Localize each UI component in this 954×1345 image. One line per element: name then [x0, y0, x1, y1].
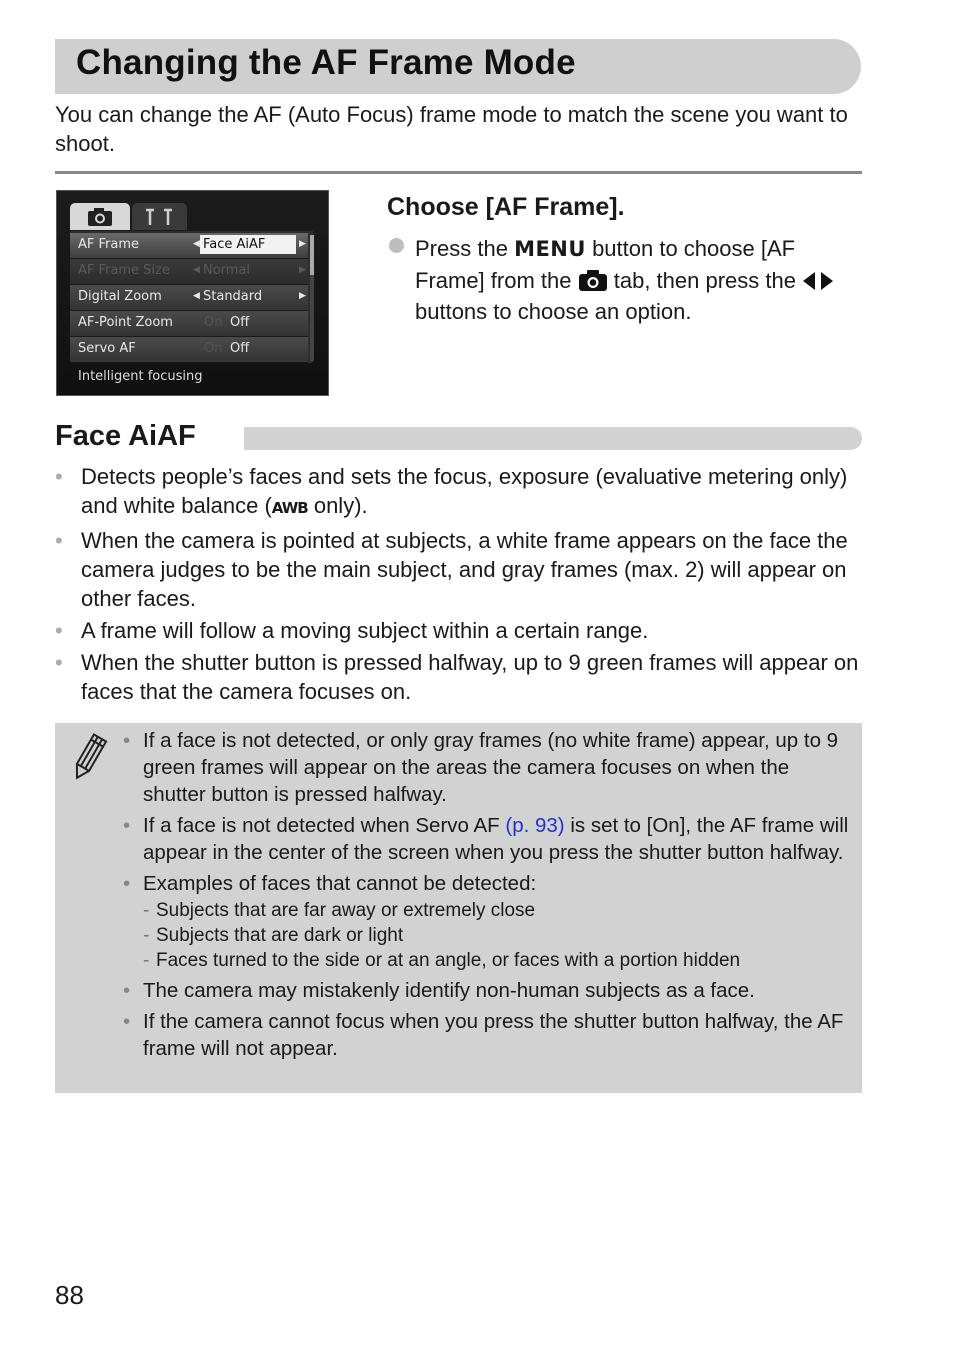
list-item-text: Detects people’s faces and sets the focus, exposure (evaluative metering only) and white balance ( [81, 464, 848, 518]
menu-row-digital-zoom [70, 285, 308, 311]
note-item [123, 812, 853, 866]
dash-icon: - [143, 925, 150, 946]
note-item [123, 870, 853, 973]
menu-row-value: Normal [203, 263, 251, 278]
menu-button-icon: MENU [514, 237, 586, 261]
note-item [123, 727, 853, 808]
menu-row-label: AF Frame Size [78, 263, 170, 278]
left-right-buttons-icon [802, 271, 834, 291]
step-text-part: Press the [415, 236, 508, 261]
step-instructions [415, 233, 860, 327]
divider [55, 171, 862, 174]
note-sub-item [143, 923, 853, 948]
page-number: 88 [55, 1280, 84, 1310]
title-bar [55, 39, 861, 94]
bullet-icon: • [55, 650, 63, 675]
menu-row-on-option: On [204, 341, 223, 356]
menu-row-value: Off [230, 315, 250, 330]
list-item-text: only). [307, 493, 368, 518]
note-item-text: The camera may mistakenly identify non-human subjects as a face. [143, 979, 755, 1002]
menu-row-af-frame [70, 233, 308, 259]
note-item-text: If a face is not detected when Servo AF [143, 814, 506, 837]
section-title-bar [244, 427, 862, 450]
awb-icon: AWB [271, 499, 308, 517]
step-text-part: buttons to choose an option. [415, 299, 692, 324]
list-item-text: When the shutter button is pressed halfway, up to 9 green frames will appear on faces that the camera focuses on. [81, 650, 859, 704]
menu-row-value-box [200, 235, 296, 254]
list-item-text: A frame will follow a moving subject within a certain range. [81, 618, 649, 643]
section-title: Face AiAF [55, 420, 196, 452]
note-item [123, 1008, 853, 1062]
bullet-icon: • [55, 464, 63, 489]
note-item [123, 977, 853, 1004]
bullet-icon: • [123, 1010, 131, 1033]
page-title: Changing the AF Frame Mode [76, 43, 576, 82]
menu-row-label: AF-Point Zoom [78, 315, 173, 330]
menu-row-value: Off [230, 341, 250, 356]
scrollbar-thumb [310, 235, 314, 275]
note-sub-item-text: Subjects that are far away or extremely close [156, 900, 536, 921]
left-arrow-icon: ◀ [193, 265, 200, 275]
list-item [55, 462, 865, 523]
menu-row-value: Standard [203, 289, 263, 304]
bullet-icon: • [123, 729, 131, 752]
right-arrow-icon: ▶ [299, 265, 306, 275]
pencil-icon [69, 731, 109, 783]
bullet-icon: • [123, 814, 131, 837]
note-item-text: If a face is not detected, or only gray frames (no white frame) appear, up to 9 green frames will appear on the areas the camera focuses on when the shutter button is pressed halfway. [143, 729, 839, 806]
tools-tab [132, 203, 187, 230]
note-sub-item [143, 948, 853, 973]
feature-list [55, 462, 865, 709]
note-sub-item-text: Faces turned to the side or at an angle, or faces with a portion hidden [156, 950, 741, 971]
note-list [123, 727, 853, 1066]
menu-row-label: Digital Zoom [78, 289, 162, 304]
list-item [55, 616, 865, 645]
note-item-text: Examples of faces that cannot be detected: [143, 872, 537, 895]
right-arrow-icon: ▶ [299, 291, 306, 301]
camera-icon [70, 203, 130, 230]
menu-row-label: Servo AF [78, 341, 136, 356]
left-arrow-icon: ◀ [193, 291, 200, 301]
bullet-icon: • [55, 528, 63, 553]
bullet-icon: • [123, 872, 131, 895]
intro-text: You can change the AF (Auto Focus) frame mode to match the scene you want to shoot. [55, 102, 848, 156]
menu-row-on-option: On [204, 315, 223, 330]
note-item-text: is set to [On], the AF frame will appear in the center of the screen when you press the shutter button halfway. [143, 814, 849, 864]
note-sub-item-text: Subjects that are dark or light [156, 925, 404, 946]
camera-tab-icon [578, 269, 608, 291]
camera-tab [70, 203, 130, 230]
note-box [55, 723, 862, 1093]
bullet-icon: • [55, 618, 63, 643]
bullet-icon: • [123, 979, 131, 1002]
step-bullet-icon [389, 238, 404, 253]
menu-hint-text: Intelligent focusing [78, 369, 203, 384]
note-sub-item [143, 898, 853, 923]
step-text-part: button to choose [AF Frame] from the [415, 236, 796, 293]
step-text-part: tab, then press the [613, 268, 796, 293]
right-arrow-icon: ▶ [299, 239, 306, 249]
dash-icon: - [143, 950, 150, 971]
left-arrow-icon: ◀ [193, 239, 200, 249]
menu-row-servo-af [70, 337, 308, 363]
menu-row-af-point-zoom [70, 311, 308, 337]
wrench-hammer-icon [132, 203, 187, 230]
page-reference-link[interactable]: (p. 93) [505, 814, 565, 837]
menu-list [70, 231, 313, 363]
note-sub-list [143, 898, 853, 973]
step-title: Choose [AF Frame]. [387, 193, 625, 221]
note-item-text: If the camera cannot focus when you press the shutter button halfway, the AF frame will not appear. [143, 1010, 844, 1060]
menu-row-label: AF Frame [78, 237, 140, 252]
list-item-text: When the camera is pointed at subjects, a white frame appears on the face the camera judges to be the main subject, and gray frames (max. 2) will appear on other faces. [81, 528, 848, 611]
dash-icon: - [143, 900, 150, 921]
list-item [55, 648, 865, 706]
camera-menu-screenshot [56, 190, 329, 396]
list-item [55, 526, 865, 613]
menu-row-value: Face AiAF [203, 237, 266, 252]
menu-row-af-frame-size [70, 259, 308, 285]
